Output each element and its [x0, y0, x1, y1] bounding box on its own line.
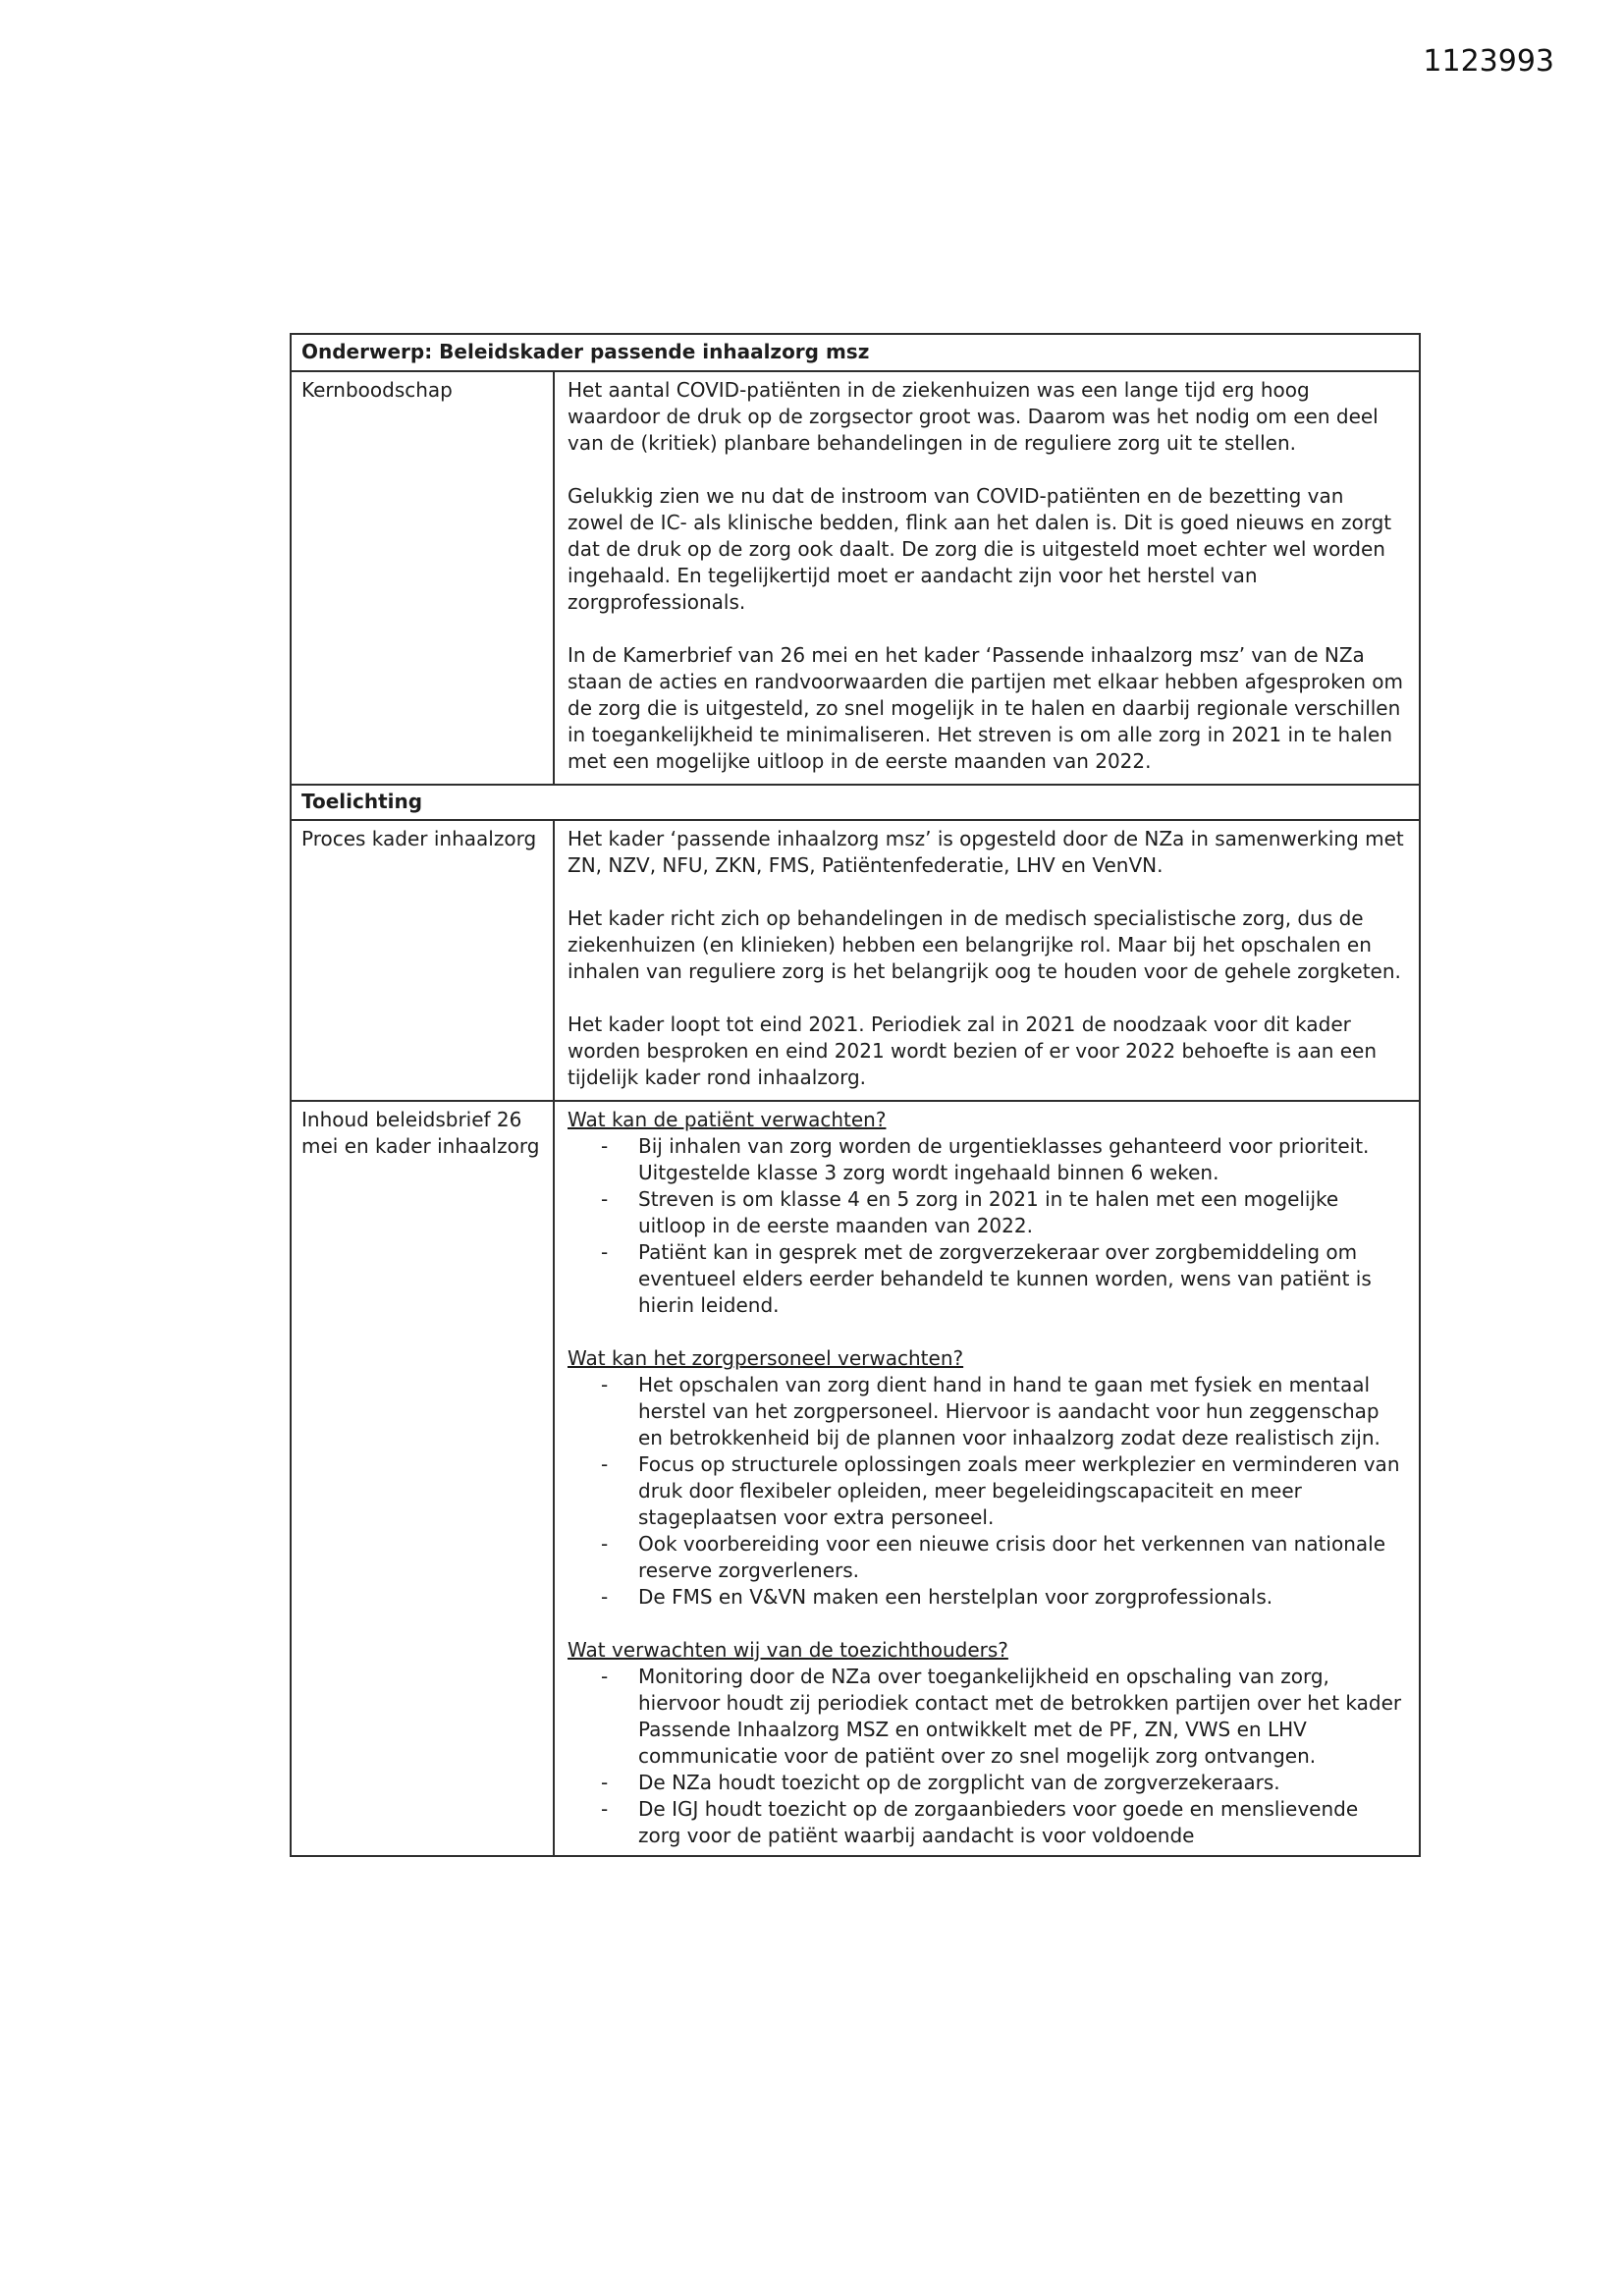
- bullet-dash-icon: -: [601, 1134, 609, 1158]
- row-kernboodschap: [292, 372, 1419, 786]
- paragraph: Het aantal COVID-patiënten in de ziekenhuizen was een lange tijd erg hoog waardoor de druk op de zorgsector groot was. Daarom was het nodig om een deel van de (kritiek) planbare behandelingen in de reguliere zorg uit te stellen.: [568, 378, 1379, 455]
- bullet-dash-icon: -: [601, 1532, 609, 1556]
- bullet-dash-icon: -: [601, 1187, 609, 1211]
- subsection-zorgpersoneel: [568, 1345, 1405, 1611]
- bullet-dash-icon: -: [601, 1452, 609, 1476]
- bullet-dash-icon: -: [601, 1665, 609, 1688]
- list-item: [568, 1186, 1405, 1239]
- list-item-text: Monitoring door de NZa over toegankelijkheid en opschaling van zorg, hiervoor houdt zij periodiek contact met de betrokken partijen over het kader Passende Inhaalzorg MSZ en ontwikkelt met de PF, ZN, VWS en LHV communicatie voor de patiënt over zo snel mogelijk zorg ontvangen.: [638, 1665, 1402, 1768]
- bullet-dash-icon: -: [601, 1373, 609, 1396]
- paragraph: Het kader richt zich op behandelingen in de medisch specialistische zorg, dus de ziekenhuizen (en klinieken) hebben een belangrijke rol. Maar bij het opschalen en inhalen van reguliere zorg is het belangrijk oog te houden voor de gehele zorgketen.: [568, 906, 1401, 983]
- list-item-text: Focus op structurele oplossingen zoals meer werkplezier en verminderen van druk door flexibeler opleiden, meer begeleidingscapaciteit en meer stageplaatsen voor extra personeel.: [638, 1452, 1400, 1529]
- paragraph: Het kader loopt tot eind 2021. Periodiek zal in 2021 de noodzaak voor dit kader worden besproken en eind 2021 wordt bezien of er voor 2022 behoefte is aan een tijdelijk kader rond inhaalzorg.: [568, 1012, 1378, 1089]
- list-item-text: De FMS en V&VN maken een herstelplan voor zorgprofessionals.: [638, 1585, 1273, 1609]
- list-item: [568, 1770, 1405, 1796]
- list-item: [568, 1372, 1405, 1451]
- list-item-text: Het opschalen van zorg dient hand in hand te gaan met fysiek en mentaal herstel van het zorgpersoneel. Hiervoor is aandacht voor hun zeggenschap en betrokkenheid bij de plannen voor inhaalzorg zodat deze realistisch zijn.: [638, 1373, 1380, 1449]
- list-item-text: Patiënt kan in gesprek met de zorgverzekeraar over zorgbemiddeling om eventueel elders eerder behandeld te kunnen worden, wens van patiënt is hierin leidend.: [638, 1240, 1372, 1317]
- list-item: [568, 1531, 1405, 1584]
- row-inhoud: [292, 1102, 1419, 1855]
- row-proces-label: Proces kader inhaalzorg: [292, 821, 555, 1100]
- list-item: [568, 1133, 1405, 1186]
- paragraph: Het kader ‘passende inhaalzorg msz’ is opgesteld door de NZa in samenwerking met ZN, NZV, NFU, ZKN, FMS, Patiëntenfederatie, LHV en VenVN.: [568, 827, 1404, 877]
- row-kernboodschap-content: [555, 372, 1419, 784]
- list-item-text: De NZa houdt toezicht op de zorgplicht van de zorgverzekeraars.: [638, 1771, 1280, 1794]
- paragraph: In de Kamerbrief van 26 mei en het kader ‘Passende inhaalzorg msz’ van de NZa staan de acties en randvoorwaarden die partijen met elkaar hebben afgesproken om de zorg die is uitgesteld, zo snel mogelijk in te halen en daarbij regionale verschillen in toegankelijkheid te minimaliseren. Het streven is om alle zorg in 2021 in te halen met een mogelijke uitloop in de eerste maanden van 2022.: [568, 643, 1404, 773]
- list-item: [568, 1451, 1405, 1531]
- subsection-heading: Wat kan de patiënt verwachten?: [568, 1108, 887, 1131]
- row-proces: [292, 821, 1419, 1102]
- bullet-dash-icon: -: [601, 1585, 609, 1609]
- list-item: [568, 1664, 1405, 1770]
- subsection-heading: Wat verwachten wij van de toezichthouders?: [568, 1638, 1008, 1662]
- row-inhoud-label: Inhoud beleidsbrief 26 mei en kader inhaalzorg: [292, 1102, 555, 1855]
- subsection-heading: Wat kan het zorgpersoneel verwachten?: [568, 1346, 964, 1370]
- list-item-text: Bij inhalen van zorg worden de urgentieklasses gehanteerd voor prioriteit. Uitgestelde klasse 3 zorg wordt ingehaald binnen 6 weken.: [638, 1134, 1370, 1184]
- row-kernboodschap-label: Kernboodschap: [292, 372, 555, 784]
- subsection-patient: [568, 1107, 1405, 1319]
- list-item-text: Ook voorbereiding voor een nieuwe crisis door het verkennen van nationale reserve zorgverleners.: [638, 1532, 1386, 1582]
- table-title-row: [292, 335, 1419, 372]
- row-proces-content: [555, 821, 1419, 1100]
- table-title: Onderwerp: Beleidskader passende inhaalzorg msz: [301, 340, 870, 363]
- toelichting-header: Toelichting: [301, 790, 423, 813]
- bullet-dash-icon: -: [601, 1771, 609, 1794]
- list-item: [568, 1584, 1405, 1611]
- row-inhoud-content: [555, 1102, 1419, 1855]
- paragraph: Gelukkig zien we nu dat de instroom van COVID-patiënten en de bezetting van zowel de IC- als klinische bedden, flink aan het dalen is. Dit is goed nieuws en zorgt dat de druk op de zorg ook daalt. De zorg die is uitgesteld moet echter wel worden ingehaald. En tegelijkertijd moet er aandacht zijn voor het herstel van zorgprofessionals.: [568, 484, 1392, 614]
- list-item: [568, 1239, 1405, 1319]
- subsection-toezichthouders: [568, 1637, 1405, 1849]
- page-number: 1123993: [1423, 44, 1554, 79]
- bullet-dash-icon: -: [601, 1797, 609, 1821]
- bullet-dash-icon: -: [601, 1240, 609, 1264]
- list-item: [568, 1796, 1405, 1849]
- document-table: [290, 333, 1421, 1857]
- row-toelichting: [292, 786, 1419, 821]
- list-item-text: De IGJ houdt toezicht op de zorgaanbieders voor goede en menslievende zorg voor de patiënt waarbij aandacht is voor voldoende: [638, 1797, 1359, 1847]
- list-item-text: Streven is om klasse 4 en 5 zorg in 2021 in te halen met een mogelijke uitloop in de eerste maanden van 2022.: [638, 1187, 1339, 1237]
